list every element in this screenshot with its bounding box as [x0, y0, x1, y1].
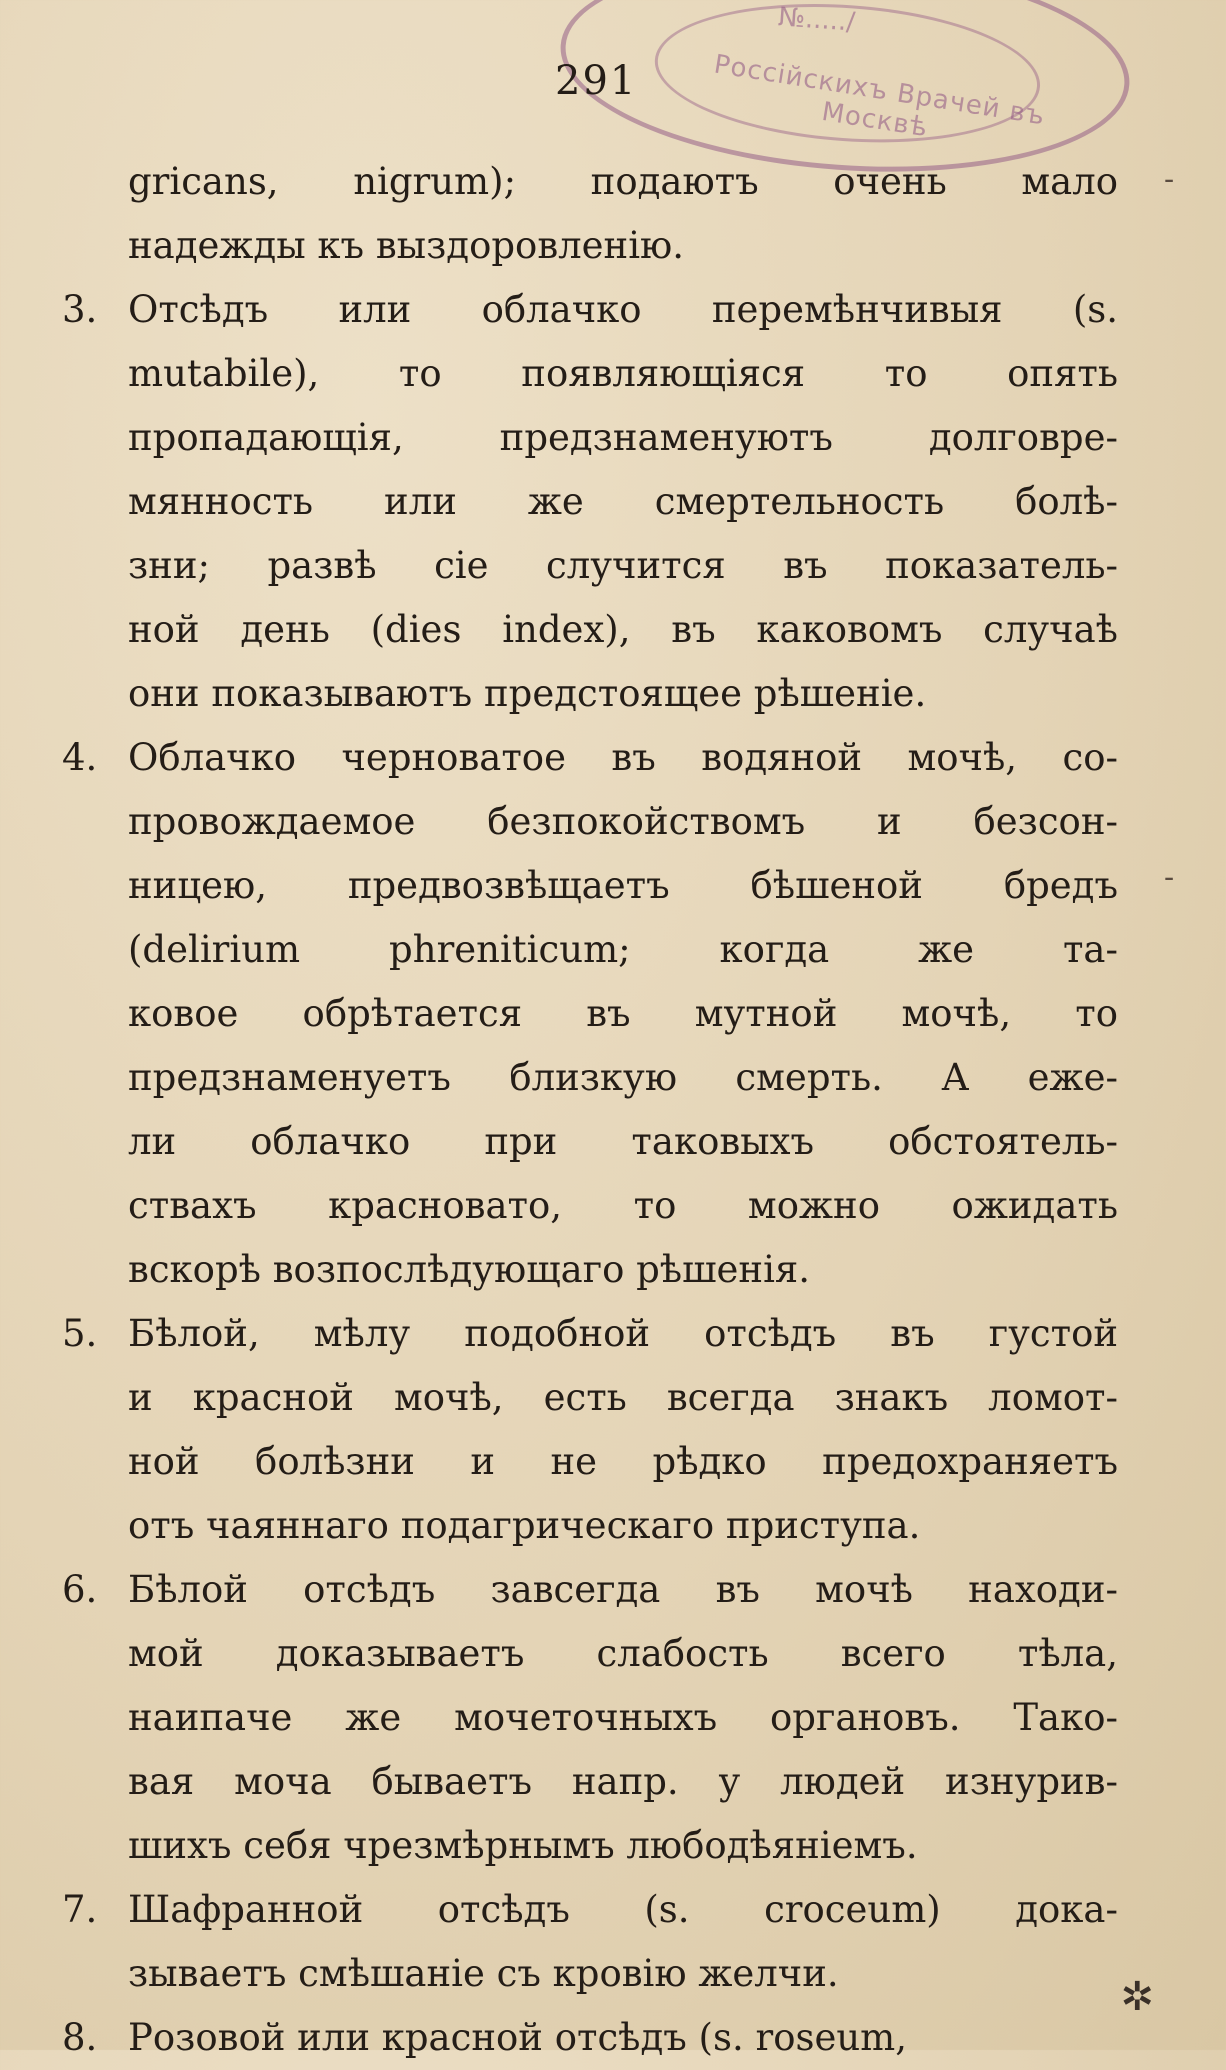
catchword-mark: ✲ — [1120, 1974, 1154, 2020]
paragraph-number: 8. — [62, 2016, 98, 2059]
paragraph-line: они показываютъ предстоящее рѣшеніе. — [128, 672, 927, 715]
paragraph-line: вая моча бываетъ напр. у людей изнурив- — [128, 1760, 1118, 1803]
margin-mark: - — [1164, 162, 1175, 197]
paragraph-number: 7. — [62, 1888, 98, 1931]
text-line — [0, 1494, 1226, 1558]
paragraph-line: Бѣлой, мѣлу подобной отсѣдъ въ густой — [128, 1312, 1118, 1355]
paragraph-line: шихъ себя чрезмѣрнымъ любодѣяніемъ. — [128, 1824, 918, 1867]
paragraph-line: (delirium phreniticum; когда же та- — [128, 928, 1118, 971]
text-line — [0, 854, 1226, 918]
margin-mark: - — [1164, 860, 1175, 895]
text-line — [0, 1302, 1226, 1366]
page-number: 291 — [555, 58, 638, 104]
text-line — [0, 1558, 1226, 1622]
paragraph-number: 3. — [62, 288, 98, 331]
paragraph-line: ствахъ красновато, то можно ожидать — [128, 1184, 1118, 1227]
text-line — [0, 1942, 1226, 2006]
paragraph-line: ли облачко при таковыхъ обстоятель- — [128, 1120, 1118, 1163]
paragraph-line: зни; развѣ сіе случится въ показатель- — [128, 544, 1118, 587]
text-line — [0, 1046, 1226, 1110]
paragraph-number: 4. — [62, 736, 98, 779]
text-line — [0, 150, 1226, 214]
paragraph-line: Шафранной отсѣдъ (s. croceum) дока- — [128, 1888, 1118, 1931]
text-line — [0, 342, 1226, 406]
paragraph-line: мой доказываетъ слабость всего тѣла, — [128, 1632, 1118, 1675]
paragraph-line: мянность или же смертельность болѣ- — [128, 480, 1118, 523]
text-line — [0, 1814, 1226, 1878]
stamp-number: №...../ — [777, 2, 857, 38]
text-line — [0, 534, 1226, 598]
text-line — [0, 1366, 1226, 1430]
text-line — [0, 1430, 1226, 1494]
text-line — [0, 1238, 1226, 1302]
text-line — [0, 1878, 1226, 1942]
paragraph-line: ной день (dies index), въ каковомъ случаѣ — [128, 608, 1118, 651]
paragraph-line: ной болѣзни и не рѣдко предохраняетъ — [128, 1440, 1118, 1483]
paragraph-line: пропадающія, предзнаменуютъ долговре- — [128, 416, 1118, 459]
stamp-text: Россійскихъ Врачей въ Москвѣ — [711, 49, 1048, 144]
text-line — [0, 1110, 1226, 1174]
text-line — [0, 214, 1226, 278]
paragraph-line: Отсѣдъ или облачко перемѣнчивыя (s. — [128, 288, 1118, 331]
text-line — [0, 1174, 1226, 1238]
paragraph-line: mutabile), то появляющіяся то опять — [128, 352, 1118, 395]
paragraph-line: зываетъ смѣшаніе съ кровію желчи. — [128, 1952, 839, 1995]
text-line — [0, 278, 1226, 342]
text-line — [0, 1686, 1226, 1750]
paragraph-number: 6. — [62, 1568, 98, 1611]
paragraph-line: ницею, предвозвѣщаетъ бѣшеной бредъ — [128, 864, 1118, 907]
paragraph-line: Облачко черноватое въ водяной мочѣ, со- — [128, 736, 1118, 779]
text-line — [0, 662, 1226, 726]
text-line — [0, 470, 1226, 534]
paragraph-line: и красной мочѣ, есть всегда знакъ ломот- — [128, 1376, 1118, 1419]
text-line — [0, 1622, 1226, 1686]
paragraph-line: предзнаменуетъ близкую смерть. А еже- — [128, 1056, 1118, 1099]
paragraph-line: Розовой или красной отсѣдъ (s. roseum, — [128, 2016, 908, 2059]
text-line — [0, 598, 1226, 662]
text-line — [0, 1750, 1226, 1814]
text-line — [0, 2006, 1226, 2070]
text-line — [0, 726, 1226, 790]
paragraph-number: 5. — [62, 1312, 98, 1355]
paragraph-line: провождаемое безпокойствомъ и безсон- — [128, 800, 1118, 843]
paragraph-line: Бѣлой отсѣдъ завсегда въ мочѣ находи- — [128, 1568, 1118, 1611]
text-line — [0, 918, 1226, 982]
text-line — [0, 982, 1226, 1046]
paragraph-line: наипаче же мочеточныхъ органовъ. Тако- — [128, 1696, 1118, 1739]
paragraph-line: gricans, nigrum); подаютъ очень мало — [128, 160, 1118, 203]
paragraph-line: ковое обрѣтается въ мутной мочѣ, то — [128, 992, 1118, 1035]
paragraph-line: надежды къ выздоровленію. — [128, 224, 685, 267]
text-line — [0, 790, 1226, 854]
paragraph-line: вскорѣ возпослѣдующаго рѣшенія. — [128, 1248, 811, 1291]
paragraph-line: отъ чаяннаго подагрическаго приступа. — [128, 1504, 921, 1547]
text-line — [0, 406, 1226, 470]
